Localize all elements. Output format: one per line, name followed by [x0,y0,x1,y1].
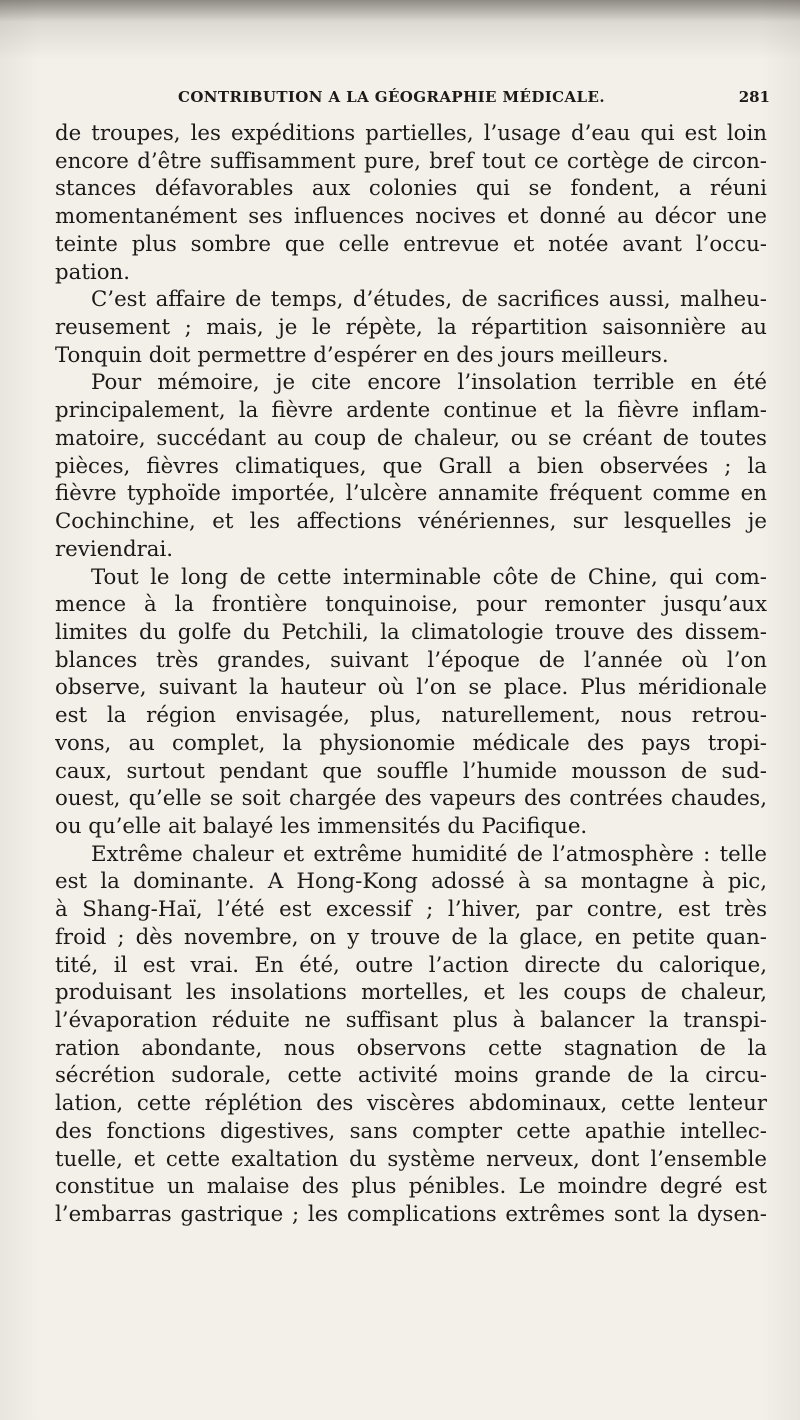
text-line: à Shang-Haï, l’été est excessif ; l’hiver, par contre, est très [55,897,767,923]
text-line: de troupes, les expéditions partielles, l’usage d’eau qui est loin [55,121,767,146]
text-line: teinte plus sombre que celle entrevue et notée avant l’occu- [55,231,767,257]
text-line: l’embarras gastrique ; les complications extrêmes sont la dysen- [55,1202,767,1228]
text-line: mence à la frontière tonquinoise, pour remonter jusqu’aux [55,592,767,618]
body-text [55,120,767,1229]
text-line: ou qu’elle ait balayé les immensités du Pacifique. [55,813,588,839]
text-line: tuelle, et cette exaltation du système nerveux, dont l’ensemble [55,1146,767,1172]
text-line: Tout le long de cette interminable côte de Chine, qui com- [91,564,767,590]
text-line: momentanément ses influences nocives et donné au décor une [55,204,767,230]
text-line: fièvre typhoïde importée, l’ulcère annamite fréquent comme en [55,481,767,507]
text-line: l’évaporation réduite ne suffisant plus à balancer la transpi- [55,1008,767,1033]
text-line: principalement, la fièvre ardente continue et la fièvre inflam- [55,398,767,424]
text-line: matoire, succédant au coup de chaleur, ou se créant de toutes [55,425,767,451]
text-line: pation. [55,259,131,285]
page-number: 281 [738,88,770,106]
text-line: Pour mémoire, je cite encore l’insolation terrible en été [91,370,767,396]
text-line: limites du golfe du Petchili, la climatologie trouve des dissem- [55,619,767,645]
text-line: caux, surtout pendant que souffle l’humide mousson de sud- [55,758,767,784]
text-line: produisant les insolations mortelles, et les coups de chaleur, [55,980,767,1006]
text-line: pièces, fièvres climatiques, que Grall a bien observées ; la [55,453,767,479]
text-line: stances défavorables aux colonies qui se fondent, a réuni [55,176,767,202]
text-line: observe, suivant la hauteur où l’on se place. Plus méridionale [55,675,767,701]
text-line: sécrétion sudorale, cette activité moins grande de la circu- [55,1063,767,1089]
text-line: ouest, qu’elle se soit chargée des vapeurs des contrées chaudes, [55,786,767,812]
text-line: Cochinchine, et les affections vénériennes, sur lesquelles je [55,509,767,535]
text-line: est la région envisagée, plus, naturellement, nous retrou- [55,703,767,729]
text-line: vons, au complet, la physionomie médicale des pays tropi- [55,730,767,756]
text-line: des fonctions digestives, sans compter cette apathie intellec- [55,1118,767,1144]
text-line: froid ; dès novembre, on y trouve de la glace, en petite quan- [55,924,767,950]
text-line: ration abondante, nous observons cette stagnation de la [55,1035,767,1061]
text-line: reusement ; mais, je le répète, la répartition saisonnière au [55,315,767,341]
running-title: CONTRIBUTION A LA GÉOGRAPHIE MÉDICALE. [178,88,605,106]
text-line: Tonquin doit permettre d’espérer en des jours meilleurs. [55,342,669,368]
text-line: reviendrai. [55,536,174,562]
text-line: C’est affaire de temps, d’études, de sacrifices aussi, malheu- [91,287,767,313]
text-line: tité, il est vrai. En été, outre l’action directe du calorique, [55,952,767,978]
text-line: est la dominante. A Hong-Kong adossé à sa montagne à pic, [55,869,767,895]
page-header [0,88,800,114]
text-line: Extrême chaleur et extrême humidité de l’atmosphère : telle [91,841,767,867]
text-line: encore d’être suffisamment pure, bref tout ce cortège de circon- [55,148,767,174]
text-line: constitue un malaise des plus pénibles. Le moindre degré est [55,1174,767,1200]
text-line: blances très grandes, suivant l’époque de l’année où l’on [55,647,767,673]
text-line: lation, cette réplétion des viscères abdominaux, cette lenteur [55,1091,767,1117]
